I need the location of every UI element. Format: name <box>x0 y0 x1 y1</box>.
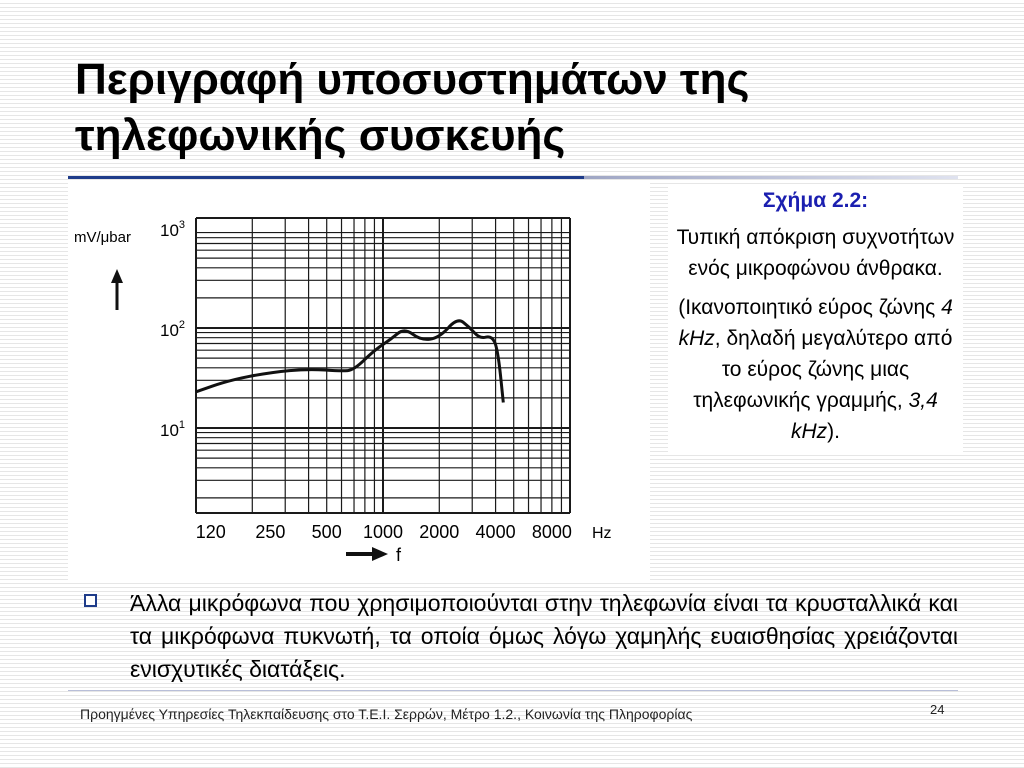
y-axis-unit: mV/μbar <box>74 229 131 246</box>
x-tick-label: 8000 <box>531 522 572 542</box>
figure-caption <box>668 185 963 455</box>
page-number: 24 <box>930 702 945 717</box>
bullet-list-item <box>84 587 958 686</box>
y-axis-arrow <box>111 269 123 310</box>
footer-divider <box>68 690 958 691</box>
title-line-1: Περιγραφή υποσυστημάτων της <box>75 55 750 104</box>
x-axis-unit: Hz <box>592 525 612 542</box>
title-line-2: τηλεφωνικής συσκευής <box>75 111 566 160</box>
x-tick-label: 250 <box>255 522 286 542</box>
square-bullet-icon <box>84 594 97 607</box>
frequency-response-chart <box>68 183 650 583</box>
frequency-response-figure <box>68 183 650 583</box>
x-axis-label: f <box>396 545 402 565</box>
caption-bandwidth-value: 4 kHz <box>678 296 953 350</box>
x-tick-label: 4000 <box>475 522 516 542</box>
y-tick-label: $10^3$ <box>160 219 186 240</box>
x-tick-label: 1000 <box>362 522 404 542</box>
chart-grid <box>196 218 570 513</box>
caption-note-part-2: , δηλαδή μεγαλύτερο από το εύρος ζώνης μιας τηλεφωνικής γραμμής, <box>693 327 953 412</box>
y-axis-ticks <box>160 219 185 440</box>
caption-description: Τυπική απόκριση συχνοτήτων ενός μικροφώνου άνθρακα. <box>676 226 955 280</box>
x-axis-ticks <box>196 522 572 542</box>
page-title <box>75 52 995 164</box>
caption-line-bandwidth-value: 3,4 kHz <box>791 389 938 443</box>
caption-note-part-3: ). <box>827 420 840 443</box>
x-tick-label: 500 <box>311 522 342 542</box>
caption-note-part-1: (Ικανοποιητικό εύρος ζώνης <box>678 296 942 319</box>
x-tick-label: 120 <box>195 522 226 542</box>
caption-note <box>668 292 963 447</box>
bullet-text: Άλλα μικρόφωνα που χρησιμοποιούνται στην τηλεφωνία είναι τα κρυσταλλικά και τα μικρόφωνα πυκνωτή, τα οποία όμως λόγω χαμηλής ευαισθησίας χρειάζονται ενισχυτικές διατάξεις. <box>130 590 958 682</box>
y-tick-label: $10^1$ <box>160 419 186 440</box>
x-tick-label: 2000 <box>419 522 460 542</box>
y-tick-label: $10^2$ <box>160 319 186 340</box>
title-underline <box>68 176 958 179</box>
x-axis-arrow <box>346 547 388 561</box>
caption-heading: Σχήμα 2.2: <box>762 189 869 212</box>
footer-text: Προηγμένες Υπηρεσίες Τηλεκπαίδευσης στο Τ.Ε.Ι. Σερρών, Μέτρο 1.2., Κοινωνία της Πληροφορίας <box>80 706 693 722</box>
